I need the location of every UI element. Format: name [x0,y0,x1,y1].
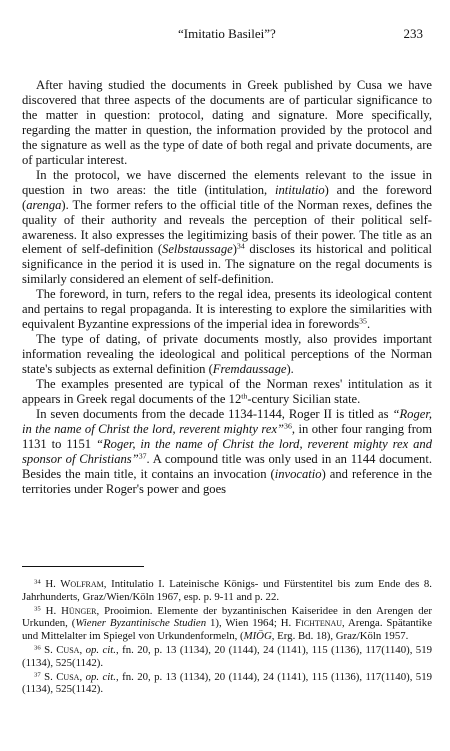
paragraph-3 [22,287,432,332]
footnote-34-text: , Intitulatio I. Lateinische Königs- und Fürstentitel bis zum Ende des 8. Jahrhunderts, Graz/Wien/Köln 1967, esp. p. 9-11 and p. 22. [22,578,433,603]
footnote-35-text-3: , Arenga. Spätantike und Mittelalter im Spiegel von Urkundenformeln, ( [22,617,432,643]
paragraph-4 [22,332,432,377]
page-number: 233 [403,26,423,41]
term-invocatio: invocatio [274,466,322,481]
footnote-35-text-2: 1), Wien 1964; [206,617,281,630]
footnotes [22,578,432,697]
running-head: “Imitatio Basilei”? [178,26,276,41]
quoted-title-2: “Roger, in the name of Christ the lord, reverent mighty rex and sponsor of Christians” [22,436,433,466]
paragraph-2-text-d: discloses its historical and political significance in the period it is used in. The signature on the regal documents is similarly considered an element of self-definition. [22,242,432,287]
footnote-ref-35[interactable]: 35 [359,316,367,326]
footnote-36-opcit: op. cit. [85,643,116,656]
ordinal-suffix: th [241,391,248,401]
footnote-35-text-4: , Erg. Bd. 18), Graz/Köln 1957. [271,630,409,643]
footnote-number-36: 36 [34,644,41,652]
paragraph-4-text-a: The type of dating, of private documents mostly, also provides important information revealing the ideological and political perceptions of the Norman state's subjects as external definition ( [22,332,432,377]
footnote-number-37: 37 [34,670,41,678]
paragraph-2-text-b: ) and the foreword ( [22,182,432,212]
footnote-ref-37[interactable]: 37 [138,451,147,461]
footnote-ref-34[interactable]: 34 [236,242,245,252]
paragraph-4-text-b: ). [286,362,294,377]
footnote-ref-36[interactable]: 36 [284,421,292,431]
footnote-36-author: S. Cusa [44,643,80,656]
footnote-35-series: Wiener Byzantinische Studien [75,617,207,630]
footnote-36 [22,644,432,670]
footnote-37-text: , fn. 20, p. 13 (1134), 20 (1144), 24 (1141), 115 (1136), 117(1140), 519 (1134), 525(1142). [22,670,433,696]
paragraph-6-text-c: . A compound title was only used in an 1144 document. Besides the main title, it contains an invocation ( [22,451,432,481]
paragraph-5 [22,377,432,407]
footnote-35-journal: MIÖG [243,630,272,643]
footnote-number-35: 35 [34,604,41,612]
paragraph-6-text-a: In seven documents from the decade 1134-1144, Roger II is titled as [36,406,393,421]
paragraph-2-text-a: In the protocol, we have discerned the elements relevant to the issue in question in two areas: the title (intitulation, [22,167,432,197]
paragraph-3-text-a: The foreword, in turn, refers to the regal idea, presents its ideological content and pertains to regal propaganda. It is interesting to explore the similarities with equivalent Byzantine expressions of the imperial idea in forewords [22,287,432,332]
paragraph-1: After having studied the documents in Greek published by Cusa we have discovered that three aspects of the documents are of particular significance to the matter in question: protocol, dating and signature. More specifically, regarding the matter in question, the information provided by the protocol and the signature as well as the type of date of both regal and private documents, are of particular interest. [22,78,432,167]
paragraph-3-text-b: . [366,317,371,332]
footnote-34-author: H. Wolfram [45,578,104,590]
main-text [22,78,432,497]
footnote-37-opcit: op. cit. [85,670,116,683]
footnote-separator [22,566,144,567]
footnote-35-author-2: H. Fichtenau [280,617,343,630]
paragraph-6 [22,407,432,497]
term-fremdaussage: Fremdaussage [212,362,287,377]
paragraph-2: In the protocol, we have discerned the elements relevant to the issue in question in two areas: the title (intitulation, intitulatio) and the foreword (arenga). The former refers to the official title of the Norman rexes, defines the quality of their authority and reveals the perception of their political self-awareness. It also expresses the legitimizing basis of their power. The title as an element of self-definition (Selbstaussage)$^{34}$ discloses its historical and political significance in the period it is used in. The signature on the regal documents is similarly considered an element of self-definition. [22,167,432,287]
footnote-35-text-1: , Prooimion. Elemente der byzantinischen Kaiseridee in den Arengen der Urkunden, ( [22,604,432,630]
footnote-37 [22,671,432,697]
paragraph-6-text-b: , in other four ranging from 1131 to 1151 [22,421,432,451]
footnote-34 [22,578,432,604]
footnote-36-separator: , [79,643,86,656]
term-selbstaussage: Selbstaussage [162,242,233,257]
paragraph-5-text-a: The examples presented are typical of the Norman rexes' intitulation as it appears in Greek regal documents of the 12 [22,377,432,407]
footnote-36-text: , fn. 20, p. 13 (1134), 20 (1144), 24 (1141), 115 (1136), 117(1140), 519 (1134), 525(1142). [22,643,433,669]
quoted-title-1: “Roger, in the name of Christ the lord, reverent mighty rex” [22,406,432,436]
footnote-37-author: S. Cusa [44,670,80,683]
footnote-number-34: 34 [34,578,41,586]
footnote-35 [22,605,432,643]
page-header [0,26,450,46]
footnote-37-separator: , [79,670,86,683]
paragraph-6-text-d: ) and reference in the territories under Roger's power and goes [22,466,432,496]
paragraph-5-text-b: -century Sicilian state. [247,392,361,407]
term-intitulatio: intitulatio [274,182,325,197]
footnote-35-author-1: H. Hünger [45,604,97,617]
paragraph-2-text-c: ). The former refers to the official title of the Norman rexes, defines the quality of their authority and reveals the perception of their political self-awareness. It also expresses the legitimizing basis of their power. The title as an element of self-definition ( [22,197,432,257]
term-arenga: arenga [26,197,62,212]
